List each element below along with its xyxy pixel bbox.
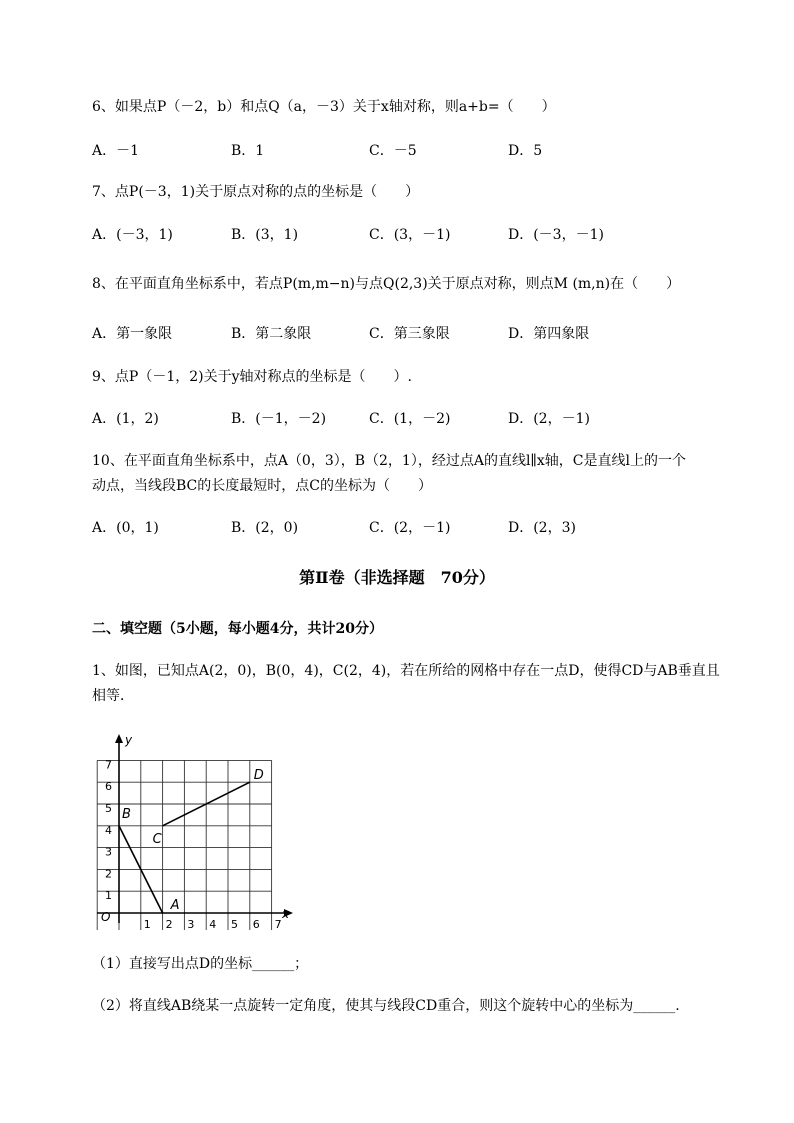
- coordinate-grid-figure: [92, 730, 302, 930]
- y-tick-label: 7: [105, 758, 112, 772]
- option-b[interactable]: B．1: [231, 143, 265, 159]
- option-a[interactable]: A．(－3，1): [92, 227, 173, 243]
- question-10-line-1: 10、在平面直角坐标系中，点A（0，3），B（2，1），经过点A的直线l∥x轴，C是直线l上的一个: [92, 453, 686, 469]
- fill-question-1-line-1: 1、如图，已知点A(2，0)，B(0，4)，C(2，4)，若在所给的网格中存在一点D，使得CD与AB垂直且: [92, 663, 720, 679]
- question-10-options: [92, 518, 712, 538]
- x-tick-label: 5: [231, 918, 238, 930]
- option-c[interactable]: C．第三象限: [369, 326, 450, 342]
- question-7-options: [92, 225, 712, 245]
- option-d[interactable]: D．(2，3): [508, 520, 576, 536]
- y-tick-label: 3: [105, 845, 112, 859]
- option-d[interactable]: D．(2，－1): [508, 411, 590, 427]
- option-b[interactable]: B．第二象限: [231, 326, 312, 342]
- y-tick-label: 4: [105, 823, 112, 837]
- y-tick-label: 6: [105, 780, 112, 794]
- x-axis: [97, 909, 293, 917]
- option-d[interactable]: D．第四象限: [508, 326, 590, 342]
- point-label-a: A: [170, 898, 180, 913]
- x-tick-label: 1: [143, 918, 151, 930]
- option-b[interactable]: B．(－1，－2): [231, 411, 327, 427]
- option-a[interactable]: A．(0，1): [92, 520, 159, 536]
- y-tick-label: 5: [105, 802, 112, 815]
- question-9-text: 9、点P（－1，2)关于y轴对称点的坐标是（ ）.: [92, 369, 412, 385]
- point-label-c: C: [152, 831, 162, 847]
- option-a[interactable]: A．－1: [92, 143, 140, 159]
- section-2-title: 第Ⅱ卷（非选择题 70分）: [299, 568, 495, 587]
- fill-question-1-line-2: 相等．: [92, 688, 134, 704]
- option-d[interactable]: D．(－3，－1): [508, 227, 604, 243]
- option-b[interactable]: B．(3，1): [231, 227, 299, 243]
- fill-question-1-sub-1: （1）直接写出点D的坐标______；: [92, 956, 309, 972]
- y-axis-label: y: [125, 733, 133, 747]
- point-label-d: D: [253, 768, 264, 784]
- option-c[interactable]: C．(2，－1): [369, 520, 451, 536]
- question-6-options: [92, 141, 712, 161]
- question-10-line-2: 动点，当线段BC的长度最短时，点C的坐标为（ ）: [92, 478, 432, 494]
- x-tick-label: 6: [252, 918, 260, 930]
- question-8-text: 8、在平面直角坐标系中，若点P(m,m−n)与点Q(2,3)关于原点对称，则点M (m,n)在（ ）: [92, 276, 681, 292]
- option-d[interactable]: D．5: [508, 143, 543, 159]
- question-6-text: 6、如果点P（－2，b）和点Q（a，－3）关于x轴对称，则a+b=（ ）: [92, 99, 556, 115]
- origin-label: O: [101, 910, 111, 924]
- option-c[interactable]: C．－5: [369, 143, 417, 159]
- x-axis-label: x: [282, 907, 290, 921]
- question-9-options: [92, 409, 712, 429]
- x-tick-label: 2: [165, 918, 173, 930]
- option-a[interactable]: A．(1，2): [92, 411, 159, 427]
- grid-lines: [97, 760, 271, 930]
- point-label-b: B: [122, 806, 131, 822]
- x-tick-label: 3: [187, 918, 195, 930]
- option-b[interactable]: B．(2，0): [231, 520, 299, 536]
- x-tick-label: 7: [274, 918, 282, 930]
- y-tick-label: 2: [105, 867, 112, 881]
- y-axis: [115, 734, 123, 923]
- section-2-heading: 二、填空题（5小题，每小题4分，共计20分）: [92, 621, 383, 637]
- option-a[interactable]: A．第一象限: [92, 326, 173, 342]
- option-c[interactable]: C．(3，－1): [369, 227, 451, 243]
- y-tick-label: 1: [105, 889, 112, 903]
- question-7-text: 7、点P(－3，1)关于原点对称的点的坐标是（ ）: [92, 184, 420, 200]
- fill-question-1-sub-2: （2）将直线AB绕某一点旋转一定角度，使其与线段CD重合，则这个旋转中心的坐标为______.: [92, 998, 680, 1014]
- question-8-options: [92, 324, 712, 344]
- x-tick-label: 4: [209, 918, 217, 930]
- option-c[interactable]: C．(1，－2): [369, 411, 451, 427]
